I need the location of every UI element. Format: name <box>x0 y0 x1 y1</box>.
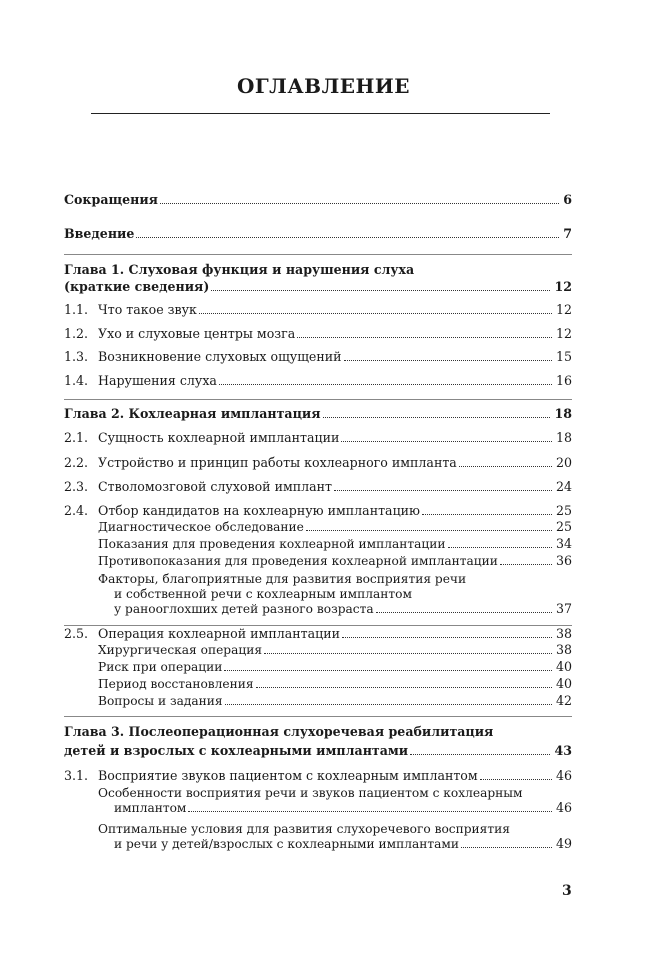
dot-leader <box>376 612 552 613</box>
dot-leader <box>342 637 552 638</box>
toc-subsection-2-4c[interactable] <box>64 553 572 569</box>
page-number: 3 <box>562 883 572 899</box>
dot-leader <box>480 779 552 780</box>
entry-page: 36 <box>555 553 572 568</box>
entry-label: Ухо и слуховые центры мозга <box>98 326 296 341</box>
section-number: 1.2. <box>64 326 89 341</box>
entry-label: Сокращения <box>64 192 158 207</box>
toc-section-1-1[interactable] <box>64 302 572 318</box>
toc-chapter-2[interactable] <box>64 406 572 422</box>
toc-subsection-3-1b[interactable] <box>64 836 572 852</box>
toc-section-1-3[interactable] <box>64 349 572 365</box>
entry-label: Устройство и принцип работы кохлеарного импланта <box>98 455 457 470</box>
entry-label: и речи у детей/взрослых с кохлеарными имплантами <box>114 837 459 851</box>
toc-section-3-1[interactable] <box>64 768 572 784</box>
entry-page: 25 <box>555 519 572 534</box>
toc-chapter-3[interactable] <box>64 743 572 759</box>
toc-subsection-2-5a[interactable] <box>64 642 572 658</box>
entry-page: 12 <box>554 279 572 294</box>
entry-label: Сущность кохлеарной имплантации <box>98 430 340 445</box>
section-number: 2.1. <box>64 430 89 445</box>
toc-subsection-3-1a[interactable] <box>64 800 572 816</box>
dot-leader <box>341 441 552 442</box>
toc-chapter-3-line1[interactable]: Глава 3. Послеоперационная слухоречевая реабилитация <box>64 724 494 739</box>
dot-leader <box>136 237 559 238</box>
toc-subsection-2-5c[interactable] <box>64 676 572 692</box>
entry-label: Введение <box>64 226 135 241</box>
toc-subsection-2-5b[interactable] <box>64 659 572 675</box>
toc-chapter-1[interactable] <box>64 279 572 295</box>
entry-label: Период восстановления <box>98 677 254 691</box>
dot-leader <box>334 490 552 491</box>
toc-chapter-1-line1[interactable]: Глава 1. Слуховая функция и нарушения слуха <box>64 262 415 277</box>
entry-label: Противопоказания для проведения кохлеарной имплантации <box>98 554 498 568</box>
toc-subsection-2-4b[interactable] <box>64 536 572 552</box>
dot-leader <box>448 547 552 548</box>
toc-subsection-3-1a-line1[interactable]: Особенности восприятия речи и звуков пациентом с кохлеарным <box>98 786 523 800</box>
dot-leader <box>160 203 559 204</box>
entry-page: 42 <box>555 693 572 708</box>
entry-label: Вопросы и задания <box>98 694 223 708</box>
entry-label: Хирургическая операция <box>98 643 263 657</box>
entry-page: 18 <box>555 430 572 445</box>
toc-section-2-1[interactable] <box>64 430 572 446</box>
entry-label: имплантом <box>114 801 187 815</box>
entry-page: 38 <box>555 642 572 657</box>
entry-page: 37 <box>555 601 572 616</box>
dot-leader <box>219 384 552 385</box>
entry-label: детей и взрослых с кохлеарными имплантами <box>64 743 409 758</box>
entry-page: 38 <box>555 626 572 641</box>
entry-label: Отбор кандидатов на кохлеарную имплантацию <box>98 503 421 518</box>
section-number: 3.1. <box>64 768 89 783</box>
entry-label: Что такое звук <box>98 302 197 317</box>
toc-subsection-2-5d[interactable] <box>64 693 572 709</box>
toc-subsection-2-4d-line2[interactable]: и собственной речи с кохлеарным имплантом <box>114 587 412 601</box>
entry-page: 46 <box>555 768 572 783</box>
entry-page: 49 <box>555 836 572 851</box>
section-rule <box>64 254 572 255</box>
entry-label: Диагностическое обследование <box>98 520 304 534</box>
entry-page: 6 <box>563 192 572 207</box>
entry-page: 20 <box>555 455 572 470</box>
dot-leader <box>410 754 550 755</box>
toc-section-2-2[interactable] <box>64 455 572 471</box>
section-number: 1.4. <box>64 373 89 388</box>
entry-page: 25 <box>555 503 572 518</box>
entry-page: 7 <box>563 226 572 241</box>
toc-section-2-5[interactable] <box>64 626 572 642</box>
toc-subsection-2-4d[interactable] <box>64 601 572 617</box>
section-number: 2.4. <box>64 503 89 518</box>
toc-subsection-3-1b-line1[interactable]: Оптимальные условия для развития слухоречевого восприятия <box>98 822 510 836</box>
section-number: 2.3. <box>64 479 89 494</box>
dot-leader <box>211 290 550 291</box>
entry-label: Показания для проведения кохлеарной имплантации <box>98 537 446 551</box>
dot-leader <box>500 564 552 565</box>
entry-page: 12 <box>555 302 572 317</box>
section-number: 2.5. <box>64 626 89 641</box>
section-rule <box>64 716 572 717</box>
entry-page: 18 <box>554 406 572 421</box>
entry-page: 24 <box>555 479 572 494</box>
entry-label: Нарушения слуха <box>98 373 217 388</box>
toc-section-1-2[interactable] <box>64 326 572 342</box>
entry-page: 40 <box>555 659 572 674</box>
entry-label: Операция кохлеарной имплантации <box>98 626 340 641</box>
toc-section-2-4[interactable] <box>64 503 572 519</box>
toc-section-1-4[interactable] <box>64 373 572 389</box>
section-number: 2.2. <box>64 455 89 470</box>
entry-page: 34 <box>555 536 572 551</box>
section-rule <box>64 399 572 400</box>
entry-page: 15 <box>555 349 572 364</box>
entry-label: (краткие сведения) <box>64 279 210 294</box>
toc-section-2-3[interactable] <box>64 479 572 495</box>
dot-leader <box>344 360 552 361</box>
entry-label: Глава 2. Кохлеарная имплантация <box>64 406 321 421</box>
entry-page: 43 <box>554 743 572 758</box>
entry-label: Стволомозговой слуховой имплант <box>98 479 333 494</box>
dot-leader <box>422 514 552 515</box>
entry-label: Возникновение слуховых ощущений <box>98 349 342 364</box>
dot-leader <box>225 704 552 705</box>
dot-leader <box>188 811 552 812</box>
section-number: 1.1. <box>64 302 89 317</box>
entry-page: 16 <box>555 373 572 388</box>
toc-subsection-2-4a[interactable] <box>64 519 572 535</box>
dot-leader <box>224 670 552 671</box>
dot-leader <box>461 847 552 848</box>
entry-page: 40 <box>555 676 572 691</box>
dot-leader <box>264 653 552 654</box>
toc-title: ОГЛАВЛЕНИЕ <box>236 74 411 98</box>
entry-page: 12 <box>555 326 572 341</box>
section-number: 1.3. <box>64 349 89 364</box>
entry-label: у раноoглохших детей разного возраста <box>114 602 374 616</box>
toc-entry-introduction[interactable] <box>64 226 572 242</box>
dot-leader <box>297 337 552 338</box>
entry-label: Риск при операции <box>98 660 223 674</box>
dot-leader <box>459 466 552 467</box>
toc-subsection-2-4d-line1[interactable]: Факторы, благоприятные для развития восприятия речи <box>98 572 467 586</box>
dot-leader <box>306 530 552 531</box>
dot-leader <box>256 687 552 688</box>
entry-page: 46 <box>555 800 572 815</box>
dot-leader <box>199 313 552 314</box>
entry-label: Восприятие звуков пациентом с кохлеарным имплантом <box>98 768 478 783</box>
dot-leader <box>323 417 551 418</box>
title-rule <box>91 113 550 114</box>
toc-entry-abbreviations[interactable] <box>64 192 572 208</box>
